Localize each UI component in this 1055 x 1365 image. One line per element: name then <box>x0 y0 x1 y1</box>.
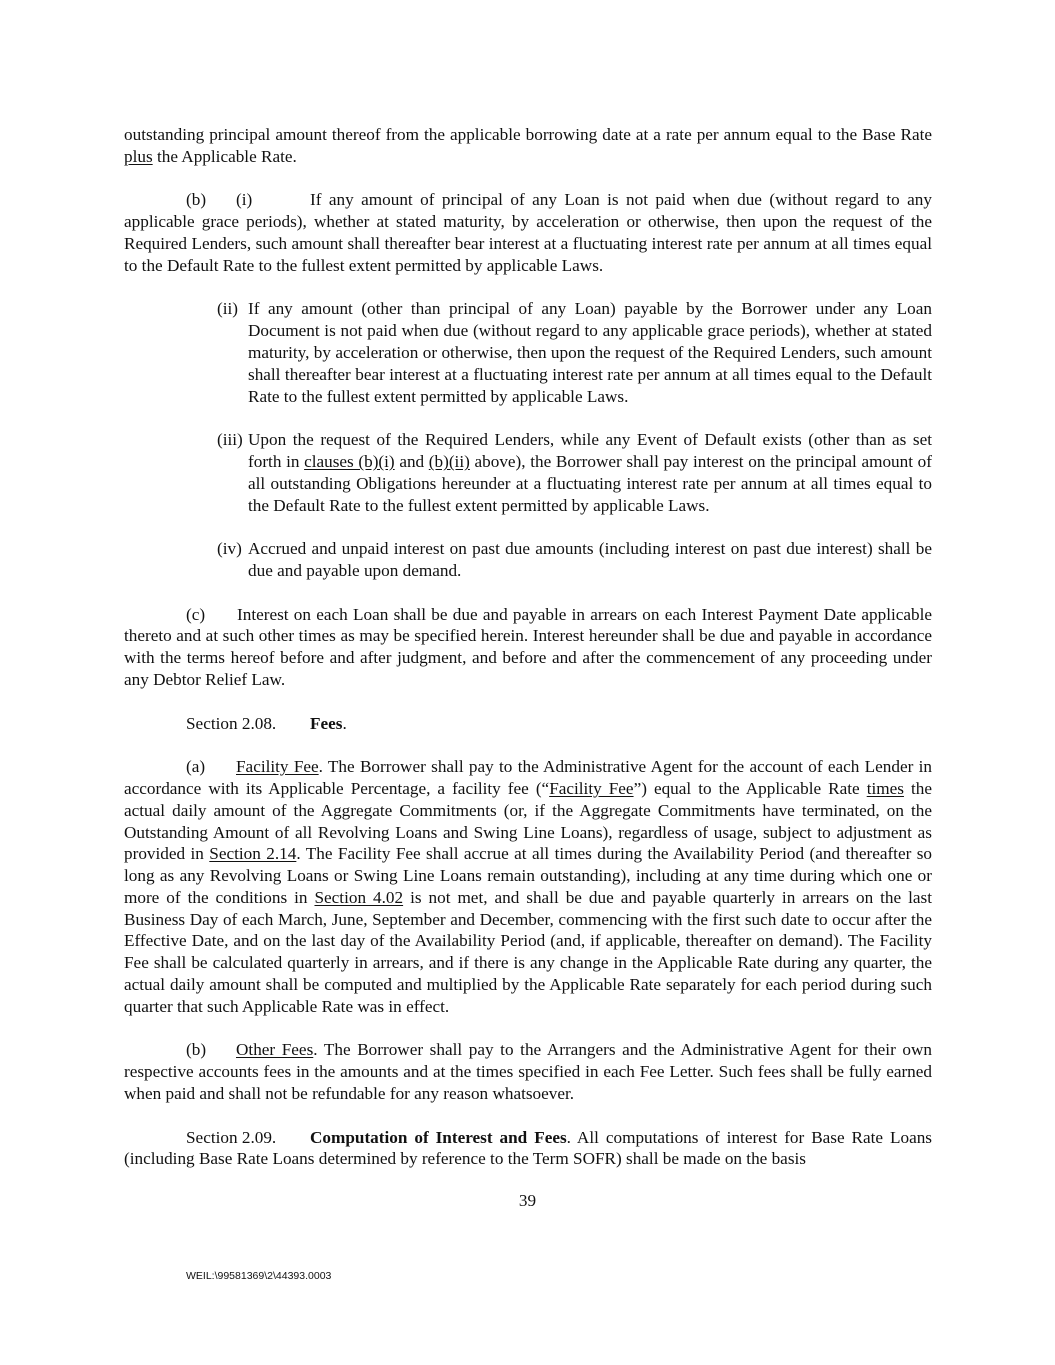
section-reference-link: Section 4.02 <box>314 887 404 907</box>
section-title: Computation of Interest and Fees <box>310 1127 567 1147</box>
defined-term: Facility Fee <box>549 778 634 798</box>
paragraph-facility-fee: (a) Facility Fee. The Borrower shall pay to the Administrative Agent for the account of each Lender in accordance with its Applicable Percentage, a facility fee (“Facility Fee”) equal to the Applicable Rate times the actual daily amount of the Aggregate Commitments (or, if the Aggregate Commitments have terminated, on the Outstanding Amount of all Revolving Loans and Swing Line Loans), regardless of usage, subject to adjustment as provided in Section 2.14. The Facility Fee shall accrue at all times during the Availability Period (and thereafter so long as any Revolving Loans or Swing Line Loans remain outstanding), including at any time during which one or more of the conditions in Section 4.02 is not met, and shall be due and payable quarterly in arrears on the last Business Day of each March, June, September and December, commencing with the first such date to occur after the Effective Date, and on the last day of the Availability Period (and, if applicable, thereafter on demand). The Facility Fee shall be calculated quarterly in arrears, and if there is any change in the Applicable Rate during any quarter, the actual daily amount shall be computed and multiplied by the Applicable Rate separately for each period during such quarter that such Applicable Rate was in effect. <box>124 757 933 1016</box>
paragraph-continuation: outstanding principal amount thereof from the applicable borrowing date at a rate per annum equal to the Base Rate plus the Applicable Rate. <box>124 125 932 166</box>
underlined-plus: plus <box>124 146 153 166</box>
subsection-heading: Facility Fee <box>236 757 319 777</box>
paragraph-other-fees: (b) Other Fees. The Borrower shall pay to the Arrangers and the Administrative Agent for their own respective accounts fees in the amounts and at the times specified in each Fee Letter. Such fees shall be fully earned when paid and shall not be refundable for any reason whatsoever. <box>124 1040 933 1104</box>
paragraph-c: (c) Interest on each Loan shall be due and payable in arrears on each Interest Payment Date applicable thereto and at such other times as may be specified herein. Interest hereunder shall be due and payable in accordance with the terms hereof before and after judgment, and before and after the commencement of any proceeding under any Debtor Relief Law. <box>124 604 932 689</box>
section-title: Fees <box>310 713 343 733</box>
document-footer-id: WEIL:\99581369\2\44393.0003 <box>186 1270 332 1282</box>
section-2-08-heading: Section 2.08. Fees. <box>186 713 347 733</box>
paragraph-b-i: (b) (i) If any amount of principal of any Loan is not paid when due (without regard to any applicable grace periods), whether at stated maturity, by acceleration or otherwise, then upon the request of the Required Lenders, such amount shall thereafter bear interest at a fluctuating interest rate per annum at all times equal to the Default Rate to the fullest extent permitted by applicable Laws. <box>124 190 932 275</box>
section-2-09-paragraph: Section 2.09. Computation of Interest and Fees. All computations of interest for Base Rate Loans (including Base Rate Loans determined by reference to the Term SOFR) shall be made on the basis <box>124 1127 933 1169</box>
underlined-times: times <box>866 778 904 798</box>
subsection-heading: Other Fees <box>236 1040 314 1060</box>
paragraph-b-iii: (iii) Upon the request of the Required Lenders, while any Event of Default exists (other than as set forth in clauses (b)(i) and (b)(ii) above), the Borrower shall pay interest on the principal amount of all outstanding Obligations hereunder at a fluctuating interest rate per annum at all times equal to the Default Rate to the fullest extent permitted by applicable Laws. <box>217 430 932 515</box>
section-reference-link: Section 2.14 <box>209 844 297 864</box>
clause-reference-link: clauses (b)(i) <box>304 451 395 471</box>
paragraph-b-iv: (iv) Accrued and unpaid interest on past due amounts (including interest on past due interest) shall be due and payable upon demand. <box>217 539 932 580</box>
page-number: 39 <box>518 1191 537 1210</box>
clause-reference-link: (b)(ii) <box>428 451 470 471</box>
document-body <box>124 124 932 1170</box>
paragraph-b-ii: (ii) If any amount (other than principal of any Loan) payable by the Borrower under any Loan Document is not paid when due (without regard to any applicable grace periods), whether at stated maturity, by acceleration or otherwise, then upon the request of the Required Lenders, such amount shall thereafter bear interest at a fluctuating interest rate per annum at all times equal to the Default Rate to the fullest extent permitted by applicable Laws. <box>217 299 932 406</box>
